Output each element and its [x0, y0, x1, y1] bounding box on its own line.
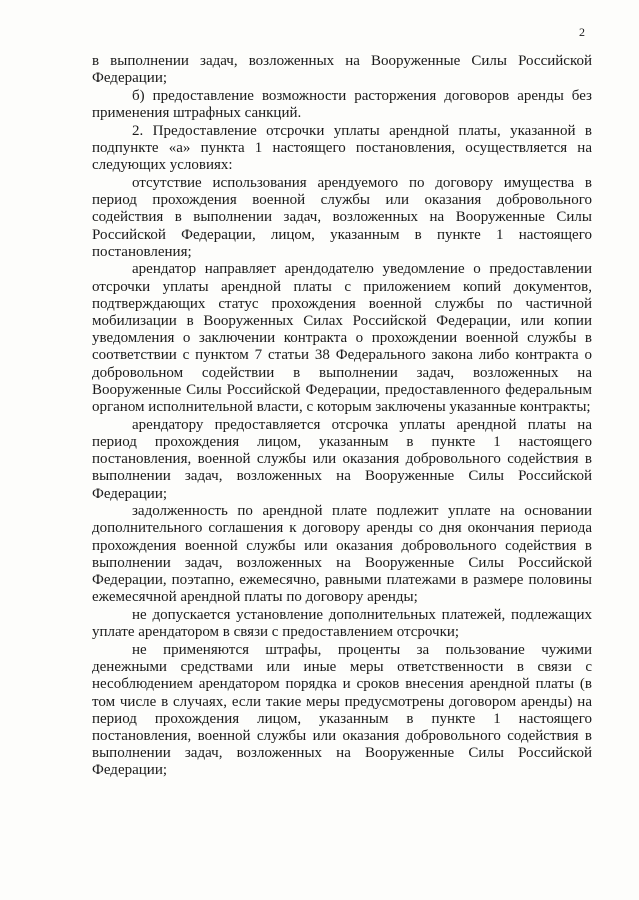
paragraph-condition-5: не допускается установление дополнительных платежей, подлежащих уплате арендатором в связи с предоставлением отсрочки; — [92, 607, 592, 641]
page-number: 2 — [579, 25, 585, 39]
paragraph-condition-4: задолженность по арендной плате подлежит уплате на основании дополнительного соглашения к договору аренды со дня окончания периода прохождения военной службы или оказания добровольного содействия в выполнении задач, возложенных на Вооруженные Силы Российской Федерации, поэтапно, ежемесячно, равными платежами в размере половины ежемесячной арендной платы по договору аренды; — [92, 503, 592, 606]
paragraph-condition-3: арендатору предоставляется отсрочка уплаты арендной платы на период прохождения лицом, указанным в пункте 1 настоящего постановления, военной службы или оказания добровольного содействия в выполнении задач, возложенных на Вооруженные Силы Российской Федерации; — [92, 416, 592, 502]
paragraph-continuation: в выполнении задач, возложенных на Вооруженные Силы Российской Федерации; — [92, 53, 592, 87]
paragraph-condition-6: не применяются штрафы, проценты за пользование чужими денежными средствами или иные меры ответственности в связи с несоблюдением арендатором порядка и сроков внесения арендной платы (в том числе в случаях, если такие меры предусмотрены договором аренды) на период прохождения лицом, указанным в пункте 1 настоящего постановления, военной службы или оказания добровольного содействия в выполнении задач, возложенных на Вооруженные Силы Российской Федерации; — [92, 641, 592, 779]
paragraph-condition-2: арендатор направляет арендодателю уведомление о предоставлении отсрочки уплаты арендной платы с приложением копий документов, подтверждающих статус прохождения военной службы по частичной мобилизации в Вооруженных Силах Российской Федерации, или копии уведомления о заключении контракта о прохождении военной службы в соответствии с пунктом 7 статьи 38 Федерального закона либо контракта о добровольном содействии в выполнении задач, возложенных на Вооруженные Силы Российской Федерации, предоставленного федеральным органом исполнительной власти, с которым заключены указанные контракты; — [92, 261, 592, 416]
paragraph-item-b: б) предоставление возможности расторжения договоров аренды без применения штрафных санкций. — [92, 87, 592, 122]
paragraph-condition-1: отсутствие использования арендуемого по договору имущества в период прохождения военной службы или оказания добровольного содействия в выполнении задач, возложенных на Вооруженные Силы Российской Федерации, лицом, указанным в пункте 1 настоящего постановления; — [92, 174, 592, 260]
paragraph-clause-2: 2. Предоставление отсрочки уплаты арендной платы, указанной в подпункте «а» пункта 1 настоящего постановления, осуществляется на следующих условиях: — [92, 122, 592, 174]
document-body — [92, 53, 592, 780]
